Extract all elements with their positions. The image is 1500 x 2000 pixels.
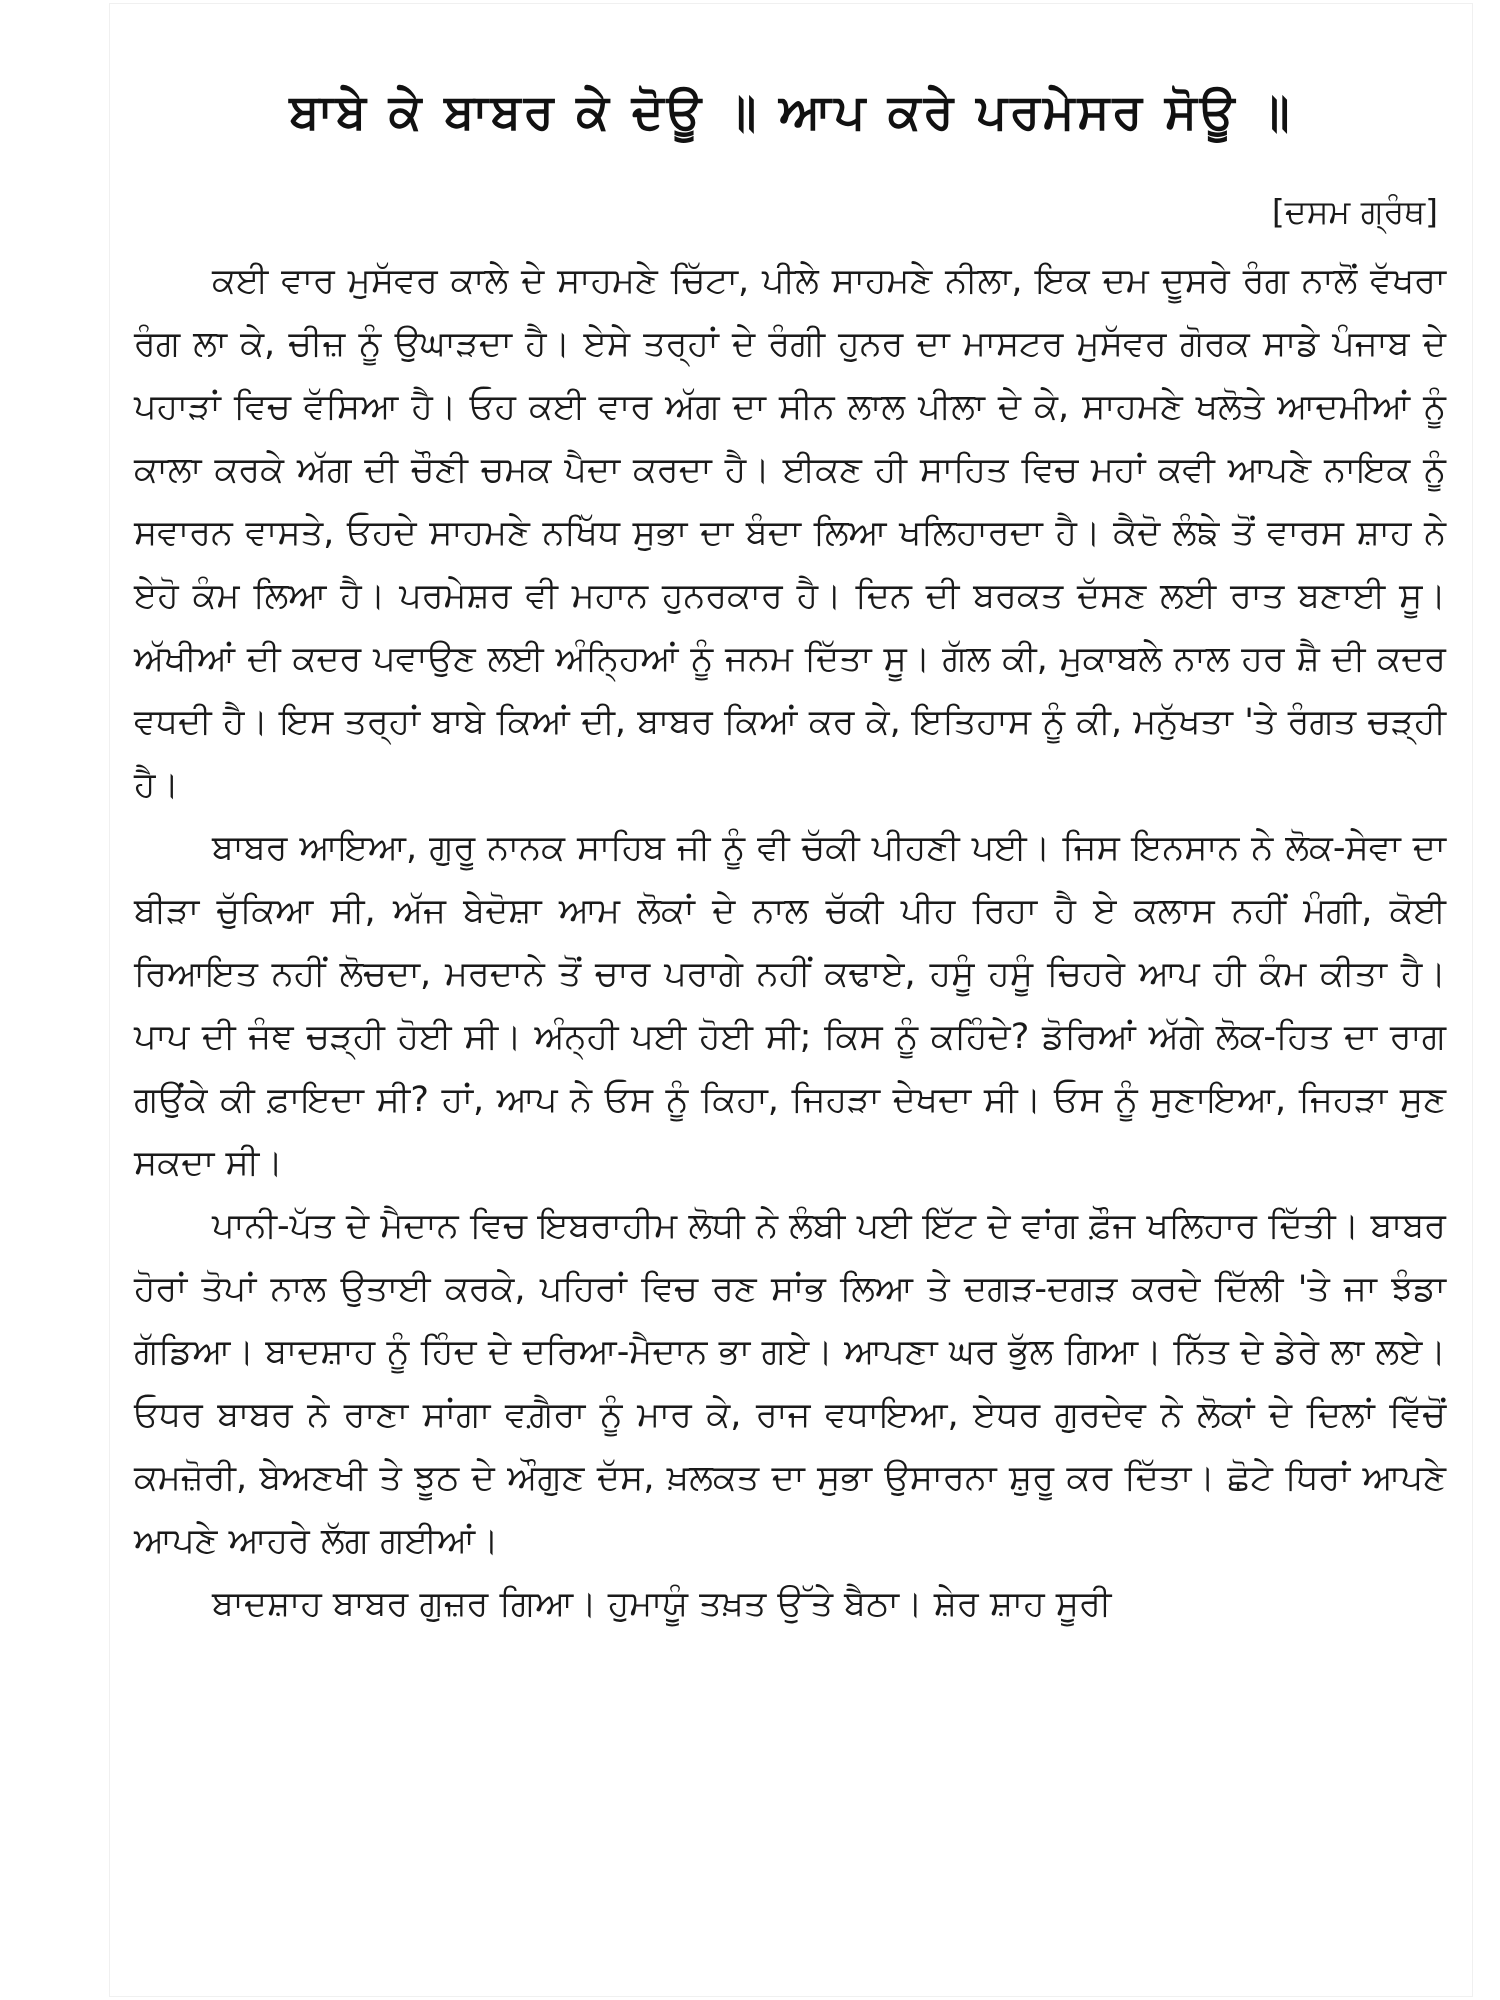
book-page: [110, 4, 1472, 1996]
body-text: [134, 250, 1446, 1636]
source-citation: [ਦਸਮ ਗ੍ਰੰਥ]: [1271, 192, 1438, 231]
paragraph: ਪਾਨੀ-ਪੱਤ ਦੇ ਮੈਦਾਨ ਵਿਚ ਇਬਰਾਹੀਮ ਲੋਧੀ ਨੇ ਲੰਬੀ ਪਈ ਇੱਟ ਦੇ ਵਾਂਗ ਫ਼ੌਜ ਖਲਿਹਾਰ ਦਿੱਤੀ। ਬਾਬਰ ਹੋਰਾਂ ਤੋਪਾਂ ਨਾਲ ਉਤਾਈ ਕਰਕੇ, ਪਹਿਰਾਂ ਵਿਚ ਰਣ ਸਾਂਭ ਲਿਆ ਤੇ ਦਗੜ-ਦਗੜ ਕਰਦੇ ਦਿੱਲੀ 'ਤੇ ਜਾ ਝੰਡਾ ਗੱਡਿਆ। ਬਾਦਸ਼ਾਹ ਨੂੰ ਹਿੰਦ ਦੇ ਦਰਿਆ-ਮੈਦਾਨ ਭਾ ਗਏ। ਆਪਣਾ ਘਰ ਭੁੱਲ ਗਿਆ। ਨਿੱਤ ਦੇ ਡੇਰੇ ਲਾ ਲਏ। ਓਧਰ ਬਾਬਰ ਨੇ ਰਾਣਾ ਸਾਂਗਾ ਵਗ਼ੈਰਾ ਨੂੰ ਮਾਰ ਕੇ, ਰਾਜ ਵਧਾਇਆ, ਏਧਰ ਗੁਰਦੇਵ ਨੇ ਲੋਕਾਂ ਦੇ ਦਿਲਾਂ ਵਿੱਚੋਂ ਕਮਜ਼ੋਰੀ, ਬੇਅਣਖੀ ਤੇ ਝੂਠ ਦੇ ਔਗੁਣ ਦੱਸ, ਖ਼ਲਕਤ ਦਾ ਸੁਭਾ ਉਸਾਰਨਾ ਸ਼ੁਰੂ ਕਰ ਦਿੱਤਾ। ਛੋਟੇ ਧਿਰਾਂ ਆਪਣੇ ਆਪਣੇ ਆਹਰੇ ਲੱਗ ਗਈਆਂ।: [134, 1206, 1446, 1561]
paragraph: ਬਾਬਰ ਆਇਆ, ਗੁਰੂ ਨਾਨਕ ਸਾਹਿਬ ਜੀ ਨੂੰ ਵੀ ਚੱਕੀ ਪੀਹਣੀ ਪਈ। ਜਿਸ ਇਨਸਾਨ ਨੇ ਲੋਕ-ਸੇਵਾ ਦਾ ਬੀੜਾ ਚੁੱਕਿਆ ਸੀ, ਅੱਜ ਬੇਦੋਸ਼ਾ ਆਮ ਲੋਕਾਂ ਦੇ ਨਾਲ ਚੱਕੀ ਪੀਹ ਰਿਹਾ ਹੈ ਏ ਕਲਾਸ ਨਹੀਂ ਮੰਗੀ, ਕੋਈ ਰਿਆਇਤ ਨਹੀਂ ਲੋਚਦਾ, ਮਰਦਾਨੇ ਤੋਂ ਚਾਰ ਪਰਾਗੇ ਨਹੀਂ ਕਢਾਏ, ਹਸੂੰ ਹਸੂੰ ਚਿਹਰੇ ਆਪ ਹੀ ਕੰਮ ਕੀਤਾ ਹੈ। ਪਾਪ ਦੀ ਜੰਞ ਚੜ੍ਹੀ ਹੋਈ ਸੀ। ਅੰਨ੍ਹੀ ਪਈ ਹੋਈ ਸੀ; ਕਿਸ ਨੂੰ ਕਹਿੰਦੇ? ਡੋਰਿਆਂ ਅੱਗੇ ਲੋਕ-ਹਿਤ ਦਾ ਰਾਗ ਗਉਂਕੇ ਕੀ ਫ਼ਾਇਦਾ ਸੀ? ਹਾਂ, ਆਪ ਨੇ ਓਸ ਨੂੰ ਕਿਹਾ, ਜਿਹੜਾ ਦੇਖਦਾ ਸੀ। ਓਸ ਨੂੰ ਸੁਣਾਇਆ, ਜਿਹੜਾ ਸੁਣ ਸਕਦਾ ਸੀ।: [134, 828, 1446, 1183]
paragraph: ਬਾਦਸ਼ਾਹ ਬਾਬਰ ਗੁਜ਼ਰ ਗਿਆ। ਹੁਮਾਯੂੰ ਤਖ਼ਤ ਉੱਤੇ ਬੈਠਾ। ਸ਼ੇਰ ਸ਼ਾਹ ਸੂਰੀ: [212, 1584, 1112, 1624]
page-heading: ਬਾਬੇ ਕੇ ਬਾਬਰ ਕੇ ਦੋਊ ॥ ਆਪ ਕਰੇ ਪਰਮੇਸਰ ਸੋਊ ॥: [289, 84, 1293, 140]
paragraph: ਕਈ ਵਾਰ ਮੁਸੱਵਰ ਕਾਲੇ ਦੇ ਸਾਹਮਣੇ ਚਿੱਟਾ, ਪੀਲੇ ਸਾਹਮਣੇ ਨੀਲਾ, ਇਕ ਦਮ ਦੂਸਰੇ ਰੰਗ ਨਾਲੋਂ ਵੱਖਰਾ ਰੰਗ ਲਾ ਕੇ, ਚੀਜ਼ ਨੂੰ ਉਘਾੜਦਾ ਹੈ। ਏਸੇ ਤਰ੍ਹਾਂ ਦੇ ਰੰਗੀ ਹੁਨਰ ਦਾ ਮਾਸਟਰ ਮੁਸੱਵਰ ਗੋਰਕ ਸਾਡੇ ਪੰਜਾਬ ਦੇ ਪਹਾੜਾਂ ਵਿਚ ਵੱਸਿਆ ਹੈ। ਓਹ ਕਈ ਵਾਰ ਅੱਗ ਦਾ ਸੀਨ ਲਾਲ ਪੀਲਾ ਦੇ ਕੇ, ਸਾਹਮਣੇ ਖਲੋਤੇ ਆਦਮੀਆਂ ਨੂੰ ਕਾਲਾ ਕਰਕੇ ਅੱਗ ਦੀ ਚੌਣੀ ਚਮਕ ਪੈਦਾ ਕਰਦਾ ਹੈ। ਈਕਣ ਹੀ ਸਾਹਿਤ ਵਿਚ ਮਹਾਂ ਕਵੀ ਆਪਣੇ ਨਾਇਕ ਨੂੰ ਸਵਾਰਨ ਵਾਸਤੇ, ਓਹਦੇ ਸਾਹਮਣੇ ਨਖਿੱਧ ਸੁਭਾ ਦਾ ਬੰਦਾ ਲਿਆ ਖਲਿਹਾਰਦਾ ਹੈ। ਕੈਦੋ ਲੰਙੇ ਤੋਂ ਵਾਰਸ ਸ਼ਾਹ ਨੇ ਏਹੋ ਕੰਮ ਲਿਆ ਹੈ। ਪਰਮੇਸ਼ਰ ਵੀ ਮਹਾਨ ਹੁਨਰਕਾਰ ਹੈ। ਦਿਨ ਦੀ ਬਰਕਤ ਦੱਸਣ ਲਈ ਰਾਤ ਬਣਾਈ ਸੂ। ਅੱਖੀਆਂ ਦੀ ਕਦਰ ਪਵਾਉਣ ਲਈ ਅੰਨ੍ਹਿਆਂ ਨੂੰ ਜਨਮ ਦਿੱਤਾ ਸੂ। ਗੱਲ ਕੀ, ਮੁਕਾਬਲੇ ਨਾਲ ਹਰ ਸ਼ੈ ਦੀ ਕਦਰ ਵਧਦੀ ਹੈ। ਇਸ ਤਰ੍ਹਾਂ ਬਾਬੇ ਕਿਆਂ ਦੀ, ਬਾਬਰ ਕਿਆਂ ਕਰ ਕੇ, ਇਤਿਹਾਸ ਨੂੰ ਕੀ, ਮਨੁੱਖਤਾ 'ਤੇ ਰੰਗਤ ਚੜ੍ਹੀ ਹੈ।: [134, 261, 1446, 805]
